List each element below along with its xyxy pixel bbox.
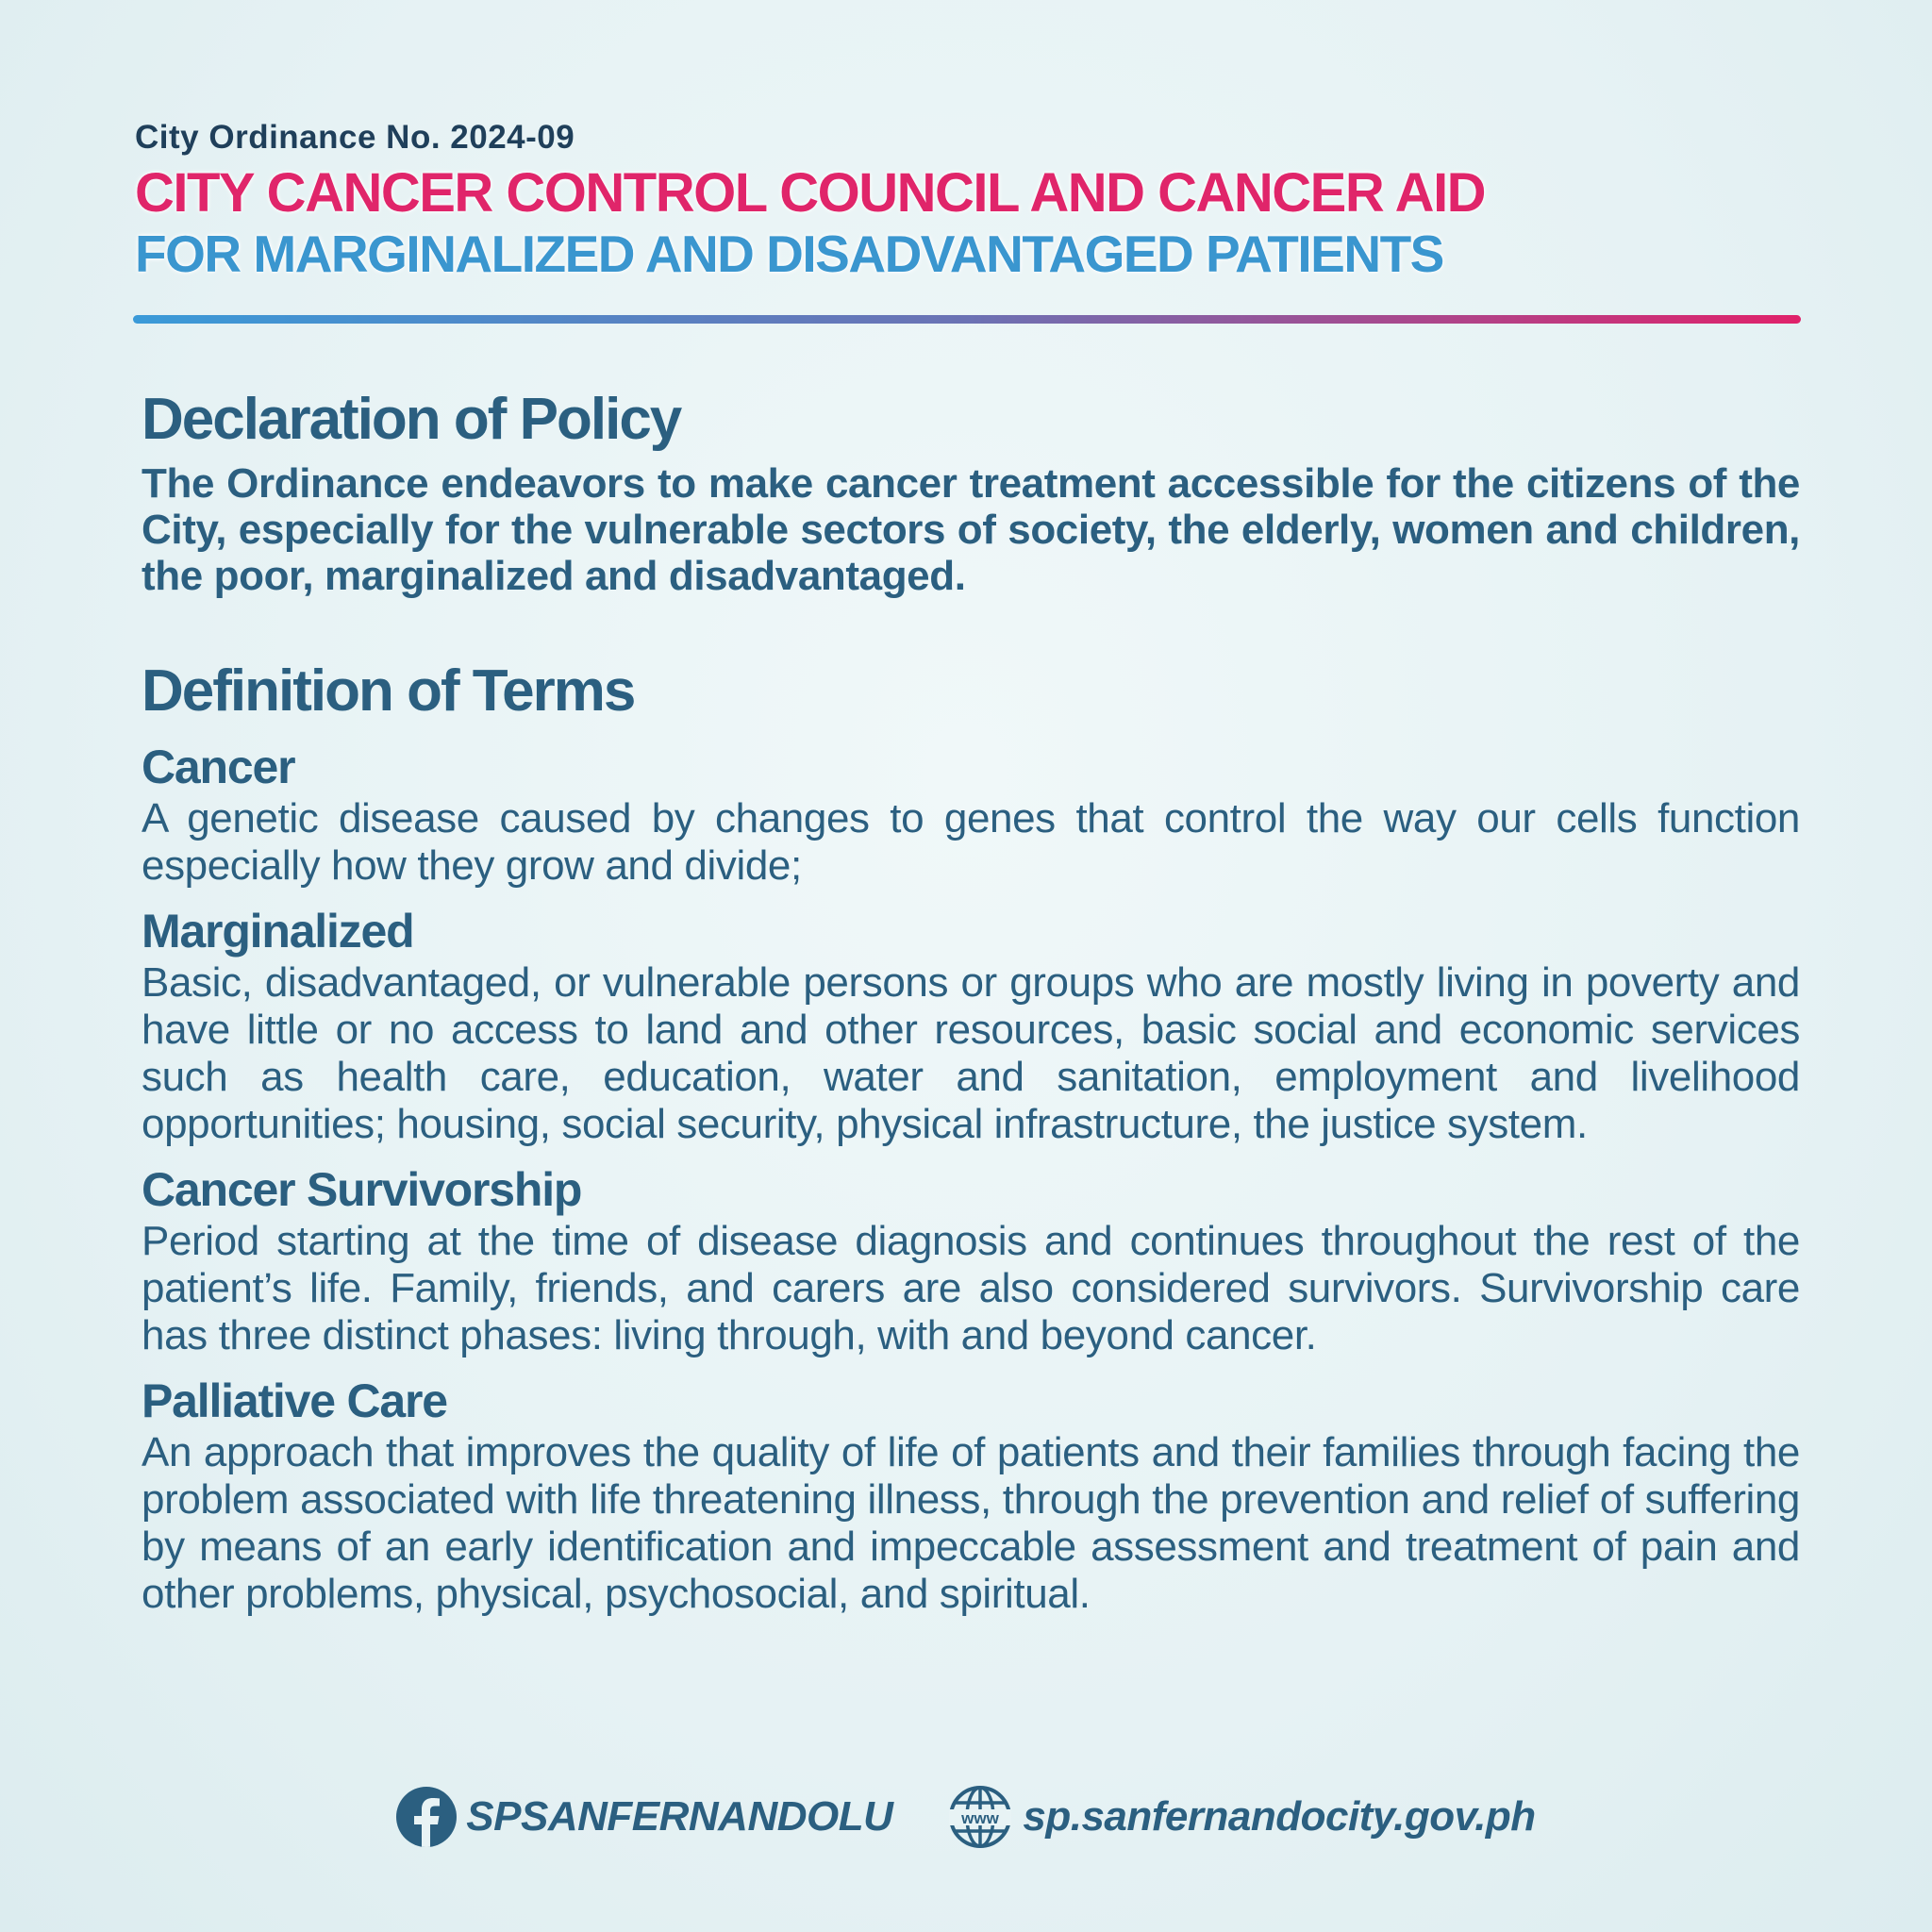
term-title: Marginalized	[142, 905, 414, 958]
section-spacer	[142, 599, 1800, 654]
header	[135, 113, 1805, 283]
policy-text: The Ordinance endeavors to make cancer treatment accessible for the citizens of the City, especially for the vulnerable sectors of society, the elderly, women and children, the poor, marginalized and disadvantaged.	[142, 460, 1800, 599]
title-line-1: CITY CANCER CONTROL COUNCIL AND CANCER AID	[135, 162, 1486, 224]
main-content	[142, 382, 1800, 1618]
facebook-link[interactable]	[396, 1787, 892, 1847]
gradient-divider	[133, 315, 1801, 324]
ordinance-number: City Ordinance No. 2024-09	[135, 119, 575, 156]
policy-heading: Declaration of Policy	[142, 387, 681, 452]
term-definition: An approach that improves the quality of life of patients and their families through facing the problem associated with life threatening illness, through the prevention and relief of suffering by means of an early identification and impeccable assessment and treatment of pain and other problems, physical, psychosocial, and spiritual.	[142, 1429, 1800, 1617]
globe-www-text: www	[961, 1809, 1000, 1827]
footer	[0, 1779, 1932, 1855]
facebook-icon	[396, 1787, 457, 1847]
definitions-section	[142, 654, 1800, 1618]
term-title: Palliative Care	[142, 1374, 447, 1427]
facebook-handle: SPSANFERNANDOLU	[466, 1793, 893, 1840]
term-marginalized	[142, 903, 1800, 1148]
term-definition: Basic, disadvantaged, or vulnerable persons or groups who are mostly living in poverty and have little or no access to land and other resources, basic social and economic services such as health care, education, water and sanitation, employment and livelihood opportunities; housing, social security, physical infrastructure, the justice system.	[142, 959, 1800, 1147]
term-cancer	[142, 739, 1800, 890]
term-title: Cancer Survivorship	[142, 1163, 582, 1216]
website-url: sp.sanfernandocity.gov.ph	[1023, 1793, 1536, 1840]
term-palliative-care	[142, 1373, 1800, 1618]
policy-section	[142, 382, 1800, 599]
term-definition: A genetic disease caused by changes to genes that control the way our cells function especially how they grow and divide;	[142, 795, 1800, 889]
title-line-2: FOR MARGINALIZED AND DISADVANTAGED PATIENTS	[135, 225, 1443, 283]
definitions-heading: Definition of Terms	[142, 658, 635, 724]
term-definition: Period starting at the time of disease diagnosis and continues throughout the rest of the patient’s life. Family, friends, and carers are also considered survivors. Survivorship care has three distinct phases: living through, with and beyond cancer.	[142, 1218, 1800, 1358]
term-cancer-survivorship	[142, 1161, 1800, 1359]
globe-www-icon	[947, 1784, 1013, 1850]
website-link[interactable]	[947, 1784, 1535, 1850]
term-title: Cancer	[142, 741, 295, 793]
